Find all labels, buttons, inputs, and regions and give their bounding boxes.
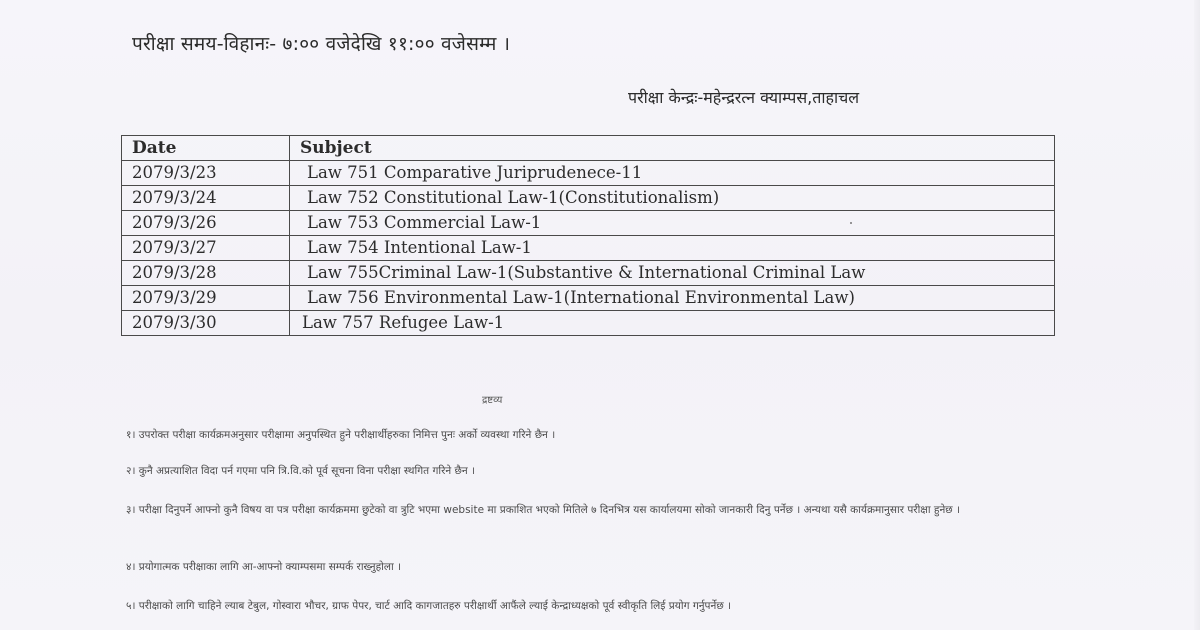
- subject-cell: Law 755Criminal Law-1(Substantive & International Criminal Law: [290, 261, 1055, 286]
- scan-speck: [850, 222, 852, 224]
- date-cell: 2079/3/26: [122, 211, 290, 236]
- exam-time-heading: परीक्षा समय-विहानः- ७:०० वजेदेखि ११:०० वजेसम्म ।: [132, 33, 511, 55]
- column-header-subject: Subject: [290, 136, 1055, 161]
- table-header-row: [122, 136, 1055, 161]
- subject-cell: Law 752 Constitutional Law-1(Constitutionalism): [290, 186, 1055, 211]
- subject-cell: Law 753 Commercial Law-1: [290, 211, 1055, 236]
- date-cell: 2079/3/23: [122, 161, 290, 186]
- date-cell: 2079/3/24: [122, 186, 290, 211]
- note-item-1: १। उपरोक्त परीक्षा कार्यक्रमअनुसार परीक्षामा अनुपस्थित हुने परीक्षार्थीहरुका निमित्त पुनः अर्को व्यवस्था गरिने छैन ।: [126, 429, 556, 441]
- note-item-5: ५। परीक्षाको लागि चाहिने ल्याब टेबुल, गोस्वारा भौचर, ग्राफ पेपर, चार्ट आदि कागजातहरु परीक्षार्थी आफैंले ल्याई केन्द्राध्यक्षको पूर्व स्वीकृति लिई प्रयोग गर्नुपर्नेछ ।: [126, 600, 732, 612]
- exam-center-heading: परीक्षा केन्द्रः-महेन्द्ररत्न क्याम्पस,ताहाचल: [628, 88, 860, 107]
- exam-schedule-table: [121, 135, 1055, 336]
- table-row: [122, 211, 1055, 236]
- table-row: [122, 236, 1055, 261]
- date-cell: 2079/3/30: [122, 311, 290, 336]
- table-row: [122, 161, 1055, 186]
- column-header-date: Date: [122, 136, 290, 161]
- table-row: [122, 186, 1055, 211]
- note-item-3: ३। परीक्षा दिनुपर्ने आफ्नो कुनै विषय वा पत्र परीक्षा कार्यक्रममा छुटेको वा त्रुटि भएमा website मा प्रकाशित भएको मितिले ७ दिनभित्र यस कार्यालयमा सोको जानकारी दिनु पर्नेछ । अन्यथा यसै कार्यक्रमानुसार परीक्षा हुनेछ ।: [126, 504, 960, 516]
- subject-cell: Law 757 Refugee Law-1: [290, 311, 1055, 336]
- note-item-2: २। कुनै अप्रत्याशित विदा पर्न गएमा पनि त्रि.वि.को पूर्व सूचना विना परीक्षा स्थगित गरिने छैन ।: [126, 465, 476, 477]
- table-row: [122, 261, 1055, 286]
- subject-cell: Law 756 Environmental Law-1(International Environmental Law): [290, 286, 1055, 311]
- table-row: [122, 286, 1055, 311]
- subject-cell: Law 754 Intentional Law-1: [290, 236, 1055, 261]
- page-edge-shadow: [1194, 0, 1200, 630]
- date-cell: 2079/3/29: [122, 286, 290, 311]
- subject-cell: Law 751 Comparative Juriprudenece-11: [290, 161, 1055, 186]
- date-cell: 2079/3/28: [122, 261, 290, 286]
- date-cell: 2079/3/27: [122, 236, 290, 261]
- notes-heading: द्रष्टव्य: [482, 395, 503, 406]
- note-item-4: ४। प्रयोगात्मक परीक्षाका लागि आ-आफ्नो क्याम्पसमा सम्पर्क राख्नुहोला ।: [126, 561, 402, 573]
- table-row: [122, 311, 1055, 336]
